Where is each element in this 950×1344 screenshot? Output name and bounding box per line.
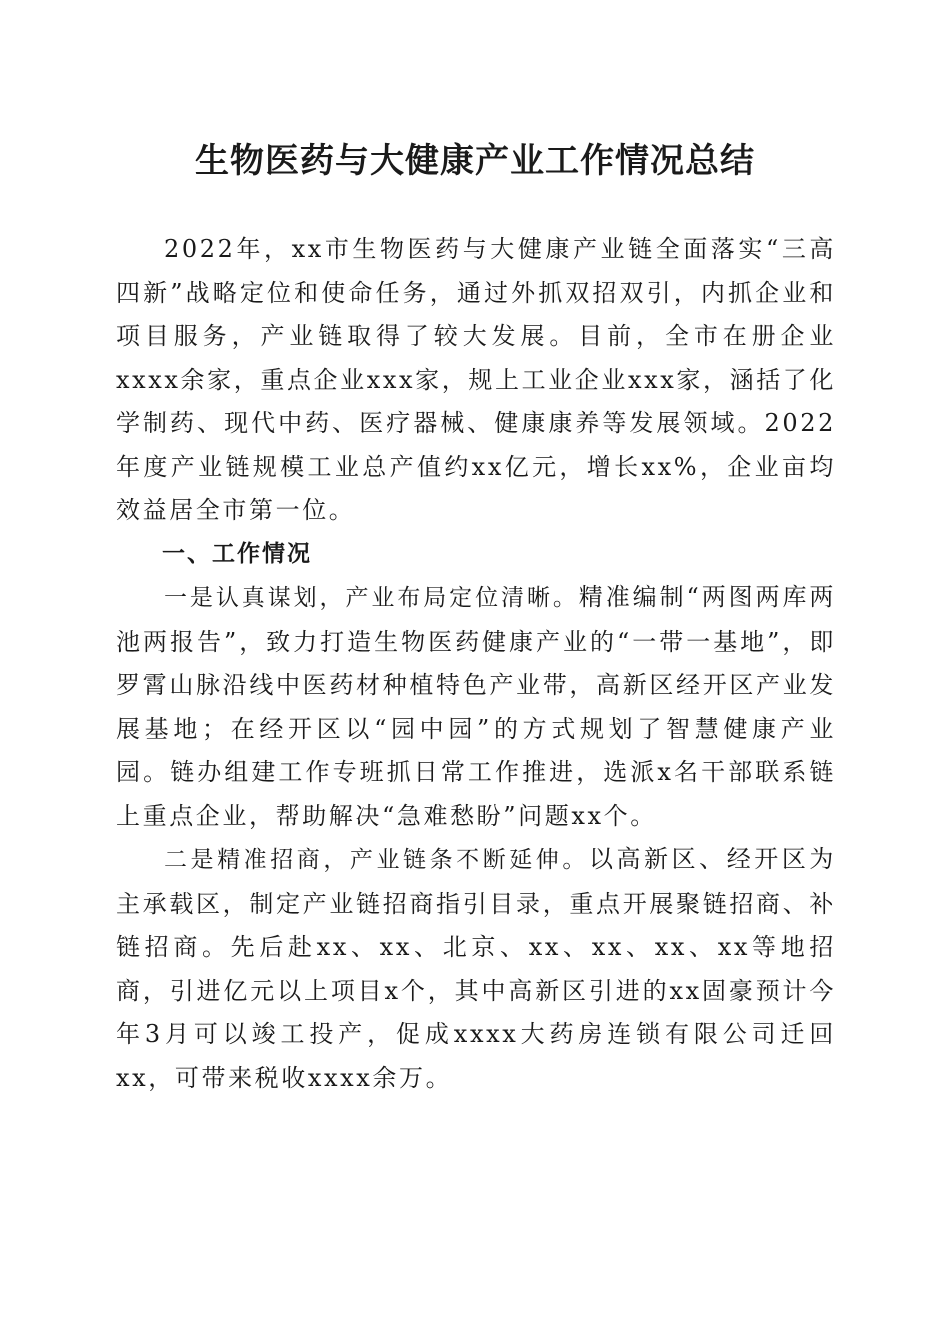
intro-paragraph: 2022年，xx市生物医药与大健康产业链全面落实“三高四新”战略定位和使命任务，通过外抓双招双引，内抓企业和项目服务，产业链取得了较大发展。目前，全市在册企业xxxx余家，重点企业xxx家，规上工业企业xxx家，涵括了化学制药、现代中药、医疗器械、健康康养等发展领域。2022年度产业链规模工业总产值约xx亿元，增长xx%，企业亩均效益居全市第一位。 (116, 235, 836, 524)
paragraph-item-1 (116, 576, 836, 838)
section-heading-work-status: 一、工作情况 (162, 540, 312, 567)
item-1-text: 精准编制“两图两库两池两报告”，致力打造生物医药健康产业的“一带一基地”，即罗霄山脉沿线中医药材种植特色产业带，高新区经开区产业发展基地；在经开区以“园中园”的方式规划了智慧健康产业园。链办组建工作专班抓日常工作推进，选派x名干部联系链上重点企业，帮助解决“急难愁盼”问题xx个。 (116, 583, 836, 830)
item-2-lead: 二是精准招商，产业链条不断延伸。 (164, 847, 589, 873)
paragraph-item-2 (116, 838, 836, 1100)
item-1-lead: 一是认真谋划，产业布局定位清晰。 (164, 585, 579, 611)
document-body (116, 228, 836, 1100)
document-title: 生物医药与大健康产业工作情况总结 (195, 141, 755, 181)
item-2-text: 以高新区、经开区为主承载区，制定产业链招商指引目录，重点开展聚链招商、补链招商。先后赴xx、xx、北京、xx、xx、xx、xx等地招商，引进亿元以上项目x个，其中高新区引进的xx固豪预计今年3月可以竣工投产，促成xxxx大药房连锁有限公司迁回xx，可带来税收xxxx余万。 (116, 845, 836, 1092)
